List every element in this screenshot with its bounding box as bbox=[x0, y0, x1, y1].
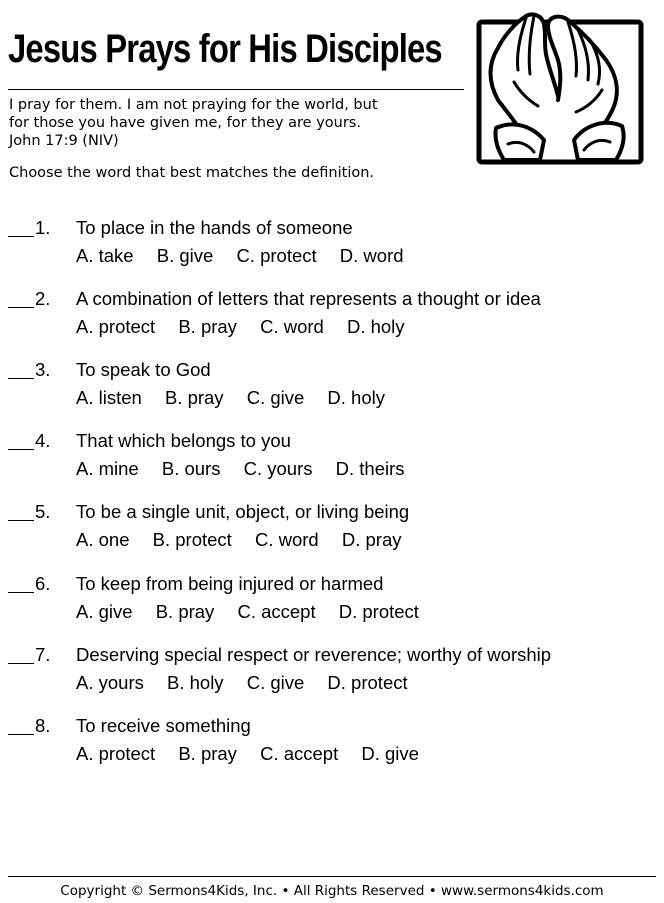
answer-options bbox=[76, 600, 437, 624]
question-3 bbox=[8, 356, 648, 416]
title-divider bbox=[8, 89, 464, 90]
answer-blank[interactable] bbox=[8, 236, 34, 237]
option-b: B. ours bbox=[161, 458, 221, 479]
option-b: B. holy bbox=[167, 672, 224, 693]
question-definition: To speak to God bbox=[76, 359, 211, 380]
question-definition: To keep from being injured or harmed bbox=[76, 573, 384, 594]
answer-blank[interactable] bbox=[8, 449, 34, 450]
question-number: 2. bbox=[35, 288, 51, 309]
option-c: C. word bbox=[254, 529, 319, 550]
page-title: Jesus Prays for His Disciples bbox=[8, 27, 442, 71]
option-c: C. accept bbox=[260, 743, 339, 764]
option-a: A. give bbox=[76, 601, 133, 622]
option-d: D. holy bbox=[346, 316, 405, 337]
option-b: B. pray bbox=[155, 601, 215, 622]
answer-options bbox=[76, 386, 403, 410]
copyright-footer: Copyright © Sermons4Kids, Inc. • All Rights Reserved • www.sermons4kids.com bbox=[60, 883, 604, 899]
option-b: B. pray bbox=[164, 387, 224, 408]
question-definition: Deserving special respect or reverence; worthy of worship bbox=[76, 644, 552, 665]
option-d: D. protect bbox=[327, 672, 408, 693]
question-number: 6. bbox=[35, 573, 51, 594]
option-b: B. give bbox=[156, 245, 214, 266]
option-a: A. protect bbox=[76, 743, 156, 764]
option-c: C. protect bbox=[236, 245, 317, 266]
verse-reference: John 17:9 (NIV) bbox=[9, 133, 119, 149]
verse-line: I pray for them. I am not praying for the world, but bbox=[9, 97, 378, 113]
option-a: A. yours bbox=[76, 672, 144, 693]
answer-blank[interactable] bbox=[8, 663, 34, 664]
praying-hands-icon bbox=[474, 8, 646, 168]
option-d: D. holy bbox=[327, 387, 385, 408]
question-number: 8. bbox=[35, 715, 51, 736]
option-b: B. protect bbox=[152, 529, 232, 550]
option-c: C. word bbox=[260, 316, 324, 337]
scripture-verse bbox=[9, 96, 469, 150]
question-7 bbox=[8, 641, 648, 701]
option-c: C. give bbox=[246, 672, 305, 693]
option-a: A. one bbox=[76, 529, 130, 550]
question-1 bbox=[8, 214, 648, 274]
option-b: B. pray bbox=[178, 316, 237, 337]
question-2 bbox=[8, 285, 648, 345]
option-b: B. pray bbox=[178, 743, 237, 764]
option-d: D. give bbox=[361, 743, 419, 764]
question-number: 5. bbox=[35, 501, 51, 522]
answer-options bbox=[76, 528, 420, 552]
answer-options bbox=[76, 671, 426, 695]
option-d: D. theirs bbox=[335, 458, 405, 479]
question-number: 3. bbox=[35, 359, 51, 380]
question-number: 4. bbox=[35, 430, 51, 451]
question-5 bbox=[8, 498, 648, 558]
verse-line: for those you have given me, for they are yours. bbox=[9, 115, 361, 131]
option-a: A. mine bbox=[76, 458, 139, 479]
instructions: Choose the word that best matches the definition. bbox=[9, 165, 375, 181]
option-a: A. protect bbox=[76, 316, 156, 337]
answer-blank[interactable] bbox=[8, 520, 34, 521]
question-definition: To place in the hands of someone bbox=[76, 217, 353, 238]
answer-options bbox=[76, 315, 423, 339]
question-definition: A combination of letters that represents a thought or idea bbox=[76, 288, 541, 309]
answer-blank[interactable] bbox=[8, 592, 34, 593]
answer-options bbox=[76, 244, 422, 268]
answer-blank[interactable] bbox=[8, 734, 34, 735]
question-definition: To be a single unit, object, or living being bbox=[76, 501, 410, 522]
option-a: A. take bbox=[76, 245, 134, 266]
footer-divider bbox=[8, 876, 656, 877]
option-c: C. give bbox=[246, 387, 305, 408]
option-d: D. word bbox=[339, 245, 404, 266]
option-d: D. protect bbox=[338, 601, 419, 622]
answer-blank[interactable] bbox=[8, 307, 34, 308]
option-c: C. yours bbox=[243, 458, 313, 479]
answer-options bbox=[76, 457, 423, 481]
option-a: A. listen bbox=[76, 387, 142, 408]
question-definition: To receive something bbox=[76, 715, 251, 736]
answer-options bbox=[76, 742, 437, 766]
answer-blank[interactable] bbox=[8, 378, 34, 379]
question-number: 1. bbox=[35, 217, 51, 238]
question-4 bbox=[8, 427, 648, 487]
question-6 bbox=[8, 570, 648, 630]
question-8 bbox=[8, 712, 648, 772]
option-d: D. pray bbox=[341, 529, 402, 550]
option-c: C. accept bbox=[237, 601, 316, 622]
question-definition: That which belongs to you bbox=[76, 430, 291, 451]
question-number: 7. bbox=[35, 644, 51, 665]
